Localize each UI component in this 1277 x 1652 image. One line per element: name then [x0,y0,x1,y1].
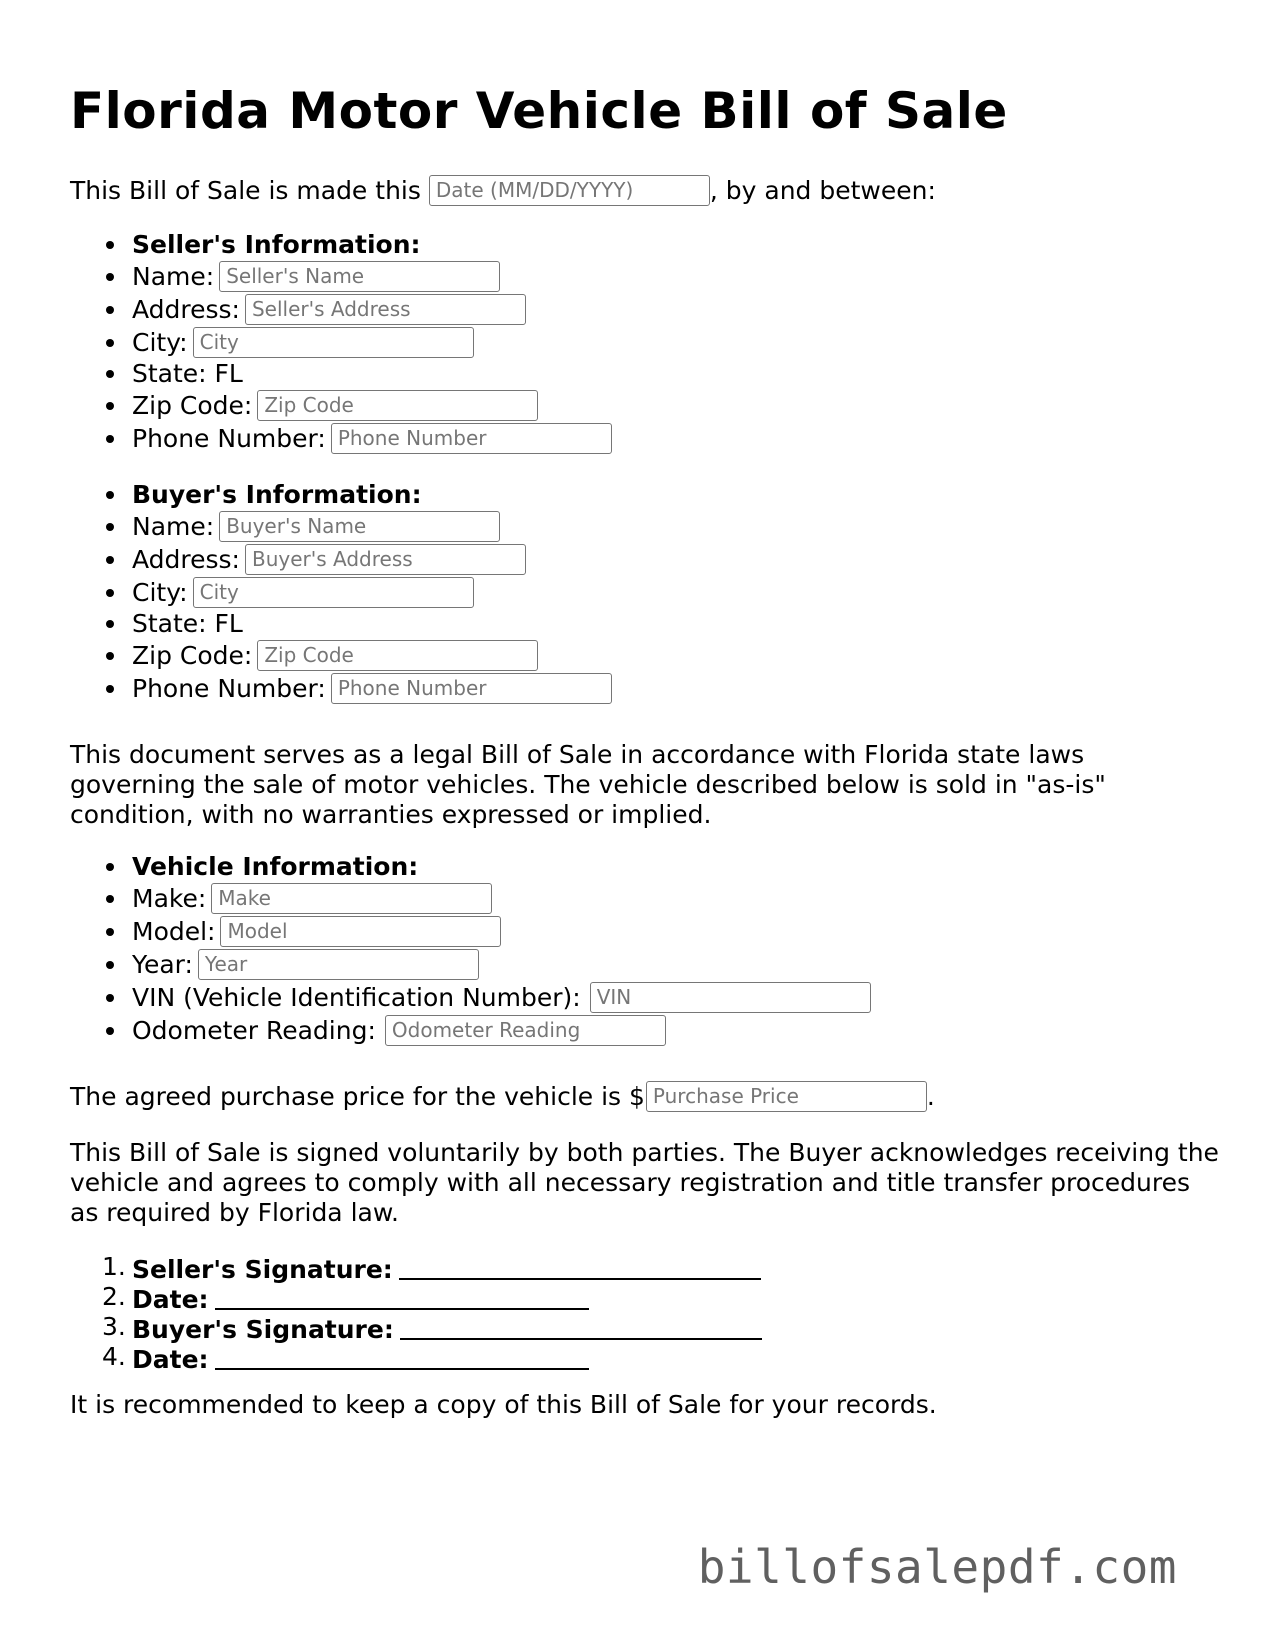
site-watermark: billofsalepdf.com [697,1540,1177,1594]
list-item [70,672,612,705]
list-item [70,852,871,882]
buyer-phone-input[interactable] [331,673,612,704]
list-item [70,510,612,543]
legal-paragraph: This document serves as a legal Bill of Sale in accordance with Florida state laws governing the sale of motor vehicles. The vehicle described below is sold in "as-is" condition, with no warranties expressed or implied. [70,740,1106,829]
seller-date-line[interactable] [215,1284,589,1310]
buyer-heading: Buyer's Information: [132,480,422,509]
vehicle-odometer-input[interactable] [385,1015,666,1046]
list-item [70,1282,762,1312]
list-item [70,260,612,293]
vehicle-odometer-label: Odometer Reading: [132,1016,376,1045]
seller-phone-input[interactable] [331,423,612,454]
seller-city-label: City: [132,328,188,357]
seller-info-list [70,230,612,455]
vehicle-year-input[interactable] [198,949,479,980]
list-item [70,576,612,609]
signature-number: 3. [102,1312,126,1341]
list-item [70,359,612,389]
seller-address-input[interactable] [245,294,526,325]
buyer-city-label: City: [132,578,188,607]
price-text: The agreed purchase price for the vehicle is $ [70,1082,645,1111]
vehicle-info-list [70,852,871,1047]
list-item [70,882,871,915]
buyer-name-input[interactable] [219,511,500,542]
vehicle-make-input[interactable] [211,883,492,914]
seller-phone-label: Phone Number: [132,424,326,453]
signature-number: 4. [102,1342,126,1371]
purchase-price-input[interactable] [646,1081,927,1112]
list-item [70,230,612,260]
price-text-end: . [926,1082,935,1111]
seller-name-input[interactable] [219,261,500,292]
list-item [70,1014,871,1047]
price-line [70,1082,935,1114]
seller-state-text: State: FL [132,359,243,388]
buyer-date-line[interactable] [215,1344,589,1370]
vehicle-model-label: Model: [132,917,216,946]
intro-text: This Bill of Sale is made this [70,176,421,205]
signature-number: 2. [102,1282,126,1311]
signed-paragraph: This Bill of Sale is signed voluntarily by both parties. The Buyer acknowledges receiving the vehicle and agrees to comply with all necessary registration and title transfer procedures as required by Florida law. [70,1138,1219,1227]
list-item [70,609,612,639]
seller-zip-label: Zip Code: [132,391,253,420]
list-item [70,293,612,326]
buyer-address-input[interactable] [245,544,526,575]
vehicle-vin-label: VIN (Vehicle Identification Number): [132,983,581,1012]
list-item [70,543,612,576]
list-item [70,981,871,1014]
buyer-address-label: Address: [132,545,240,574]
buyer-state-text: State: FL [132,609,243,638]
intro-line [70,176,936,208]
seller-signature-line[interactable] [399,1254,761,1280]
list-item [70,1342,762,1372]
list-item [70,389,612,422]
sale-date-input[interactable] [429,175,710,206]
seller-heading: Seller's Information: [132,230,421,259]
buyer-signature-line[interactable] [400,1314,762,1340]
seller-address-label: Address: [132,295,240,324]
signature-number: 1. [102,1252,126,1281]
list-item [70,948,871,981]
buyer-date-label: Date: [132,1345,209,1374]
closing-note: It is recommended to keep a copy of this Bill of Sale for your records. [70,1390,937,1419]
list-item [70,480,612,510]
vehicle-model-input[interactable] [220,916,501,947]
buyer-phone-label: Phone Number: [132,674,326,703]
list-item [70,422,612,455]
seller-city-input[interactable] [193,327,474,358]
buyer-zip-input[interactable] [257,640,538,671]
page-title: Florida Motor Vehicle Bill of Sale [70,82,1008,140]
buyer-signature-label: Buyer's Signature: [132,1315,394,1344]
list-item [70,915,871,948]
buyer-zip-label: Zip Code: [132,641,253,670]
vehicle-heading: Vehicle Information: [132,852,419,881]
buyer-info-list [70,480,612,705]
vehicle-make-label: Make: [132,884,207,913]
intro-text-end: , by and between: [709,176,936,205]
seller-date-label: Date: [132,1285,209,1314]
seller-signature-label: Seller's Signature: [132,1255,393,1284]
signature-list [70,1252,762,1372]
list-item [70,326,612,359]
seller-zip-input[interactable] [257,390,538,421]
buyer-name-label: Name: [132,512,215,541]
vehicle-year-label: Year: [132,950,193,979]
list-item [70,1312,762,1342]
seller-name-label: Name: [132,262,215,291]
list-item [70,639,612,672]
vehicle-vin-input[interactable] [590,982,871,1013]
buyer-city-input[interactable] [193,577,474,608]
list-item [70,1252,762,1282]
